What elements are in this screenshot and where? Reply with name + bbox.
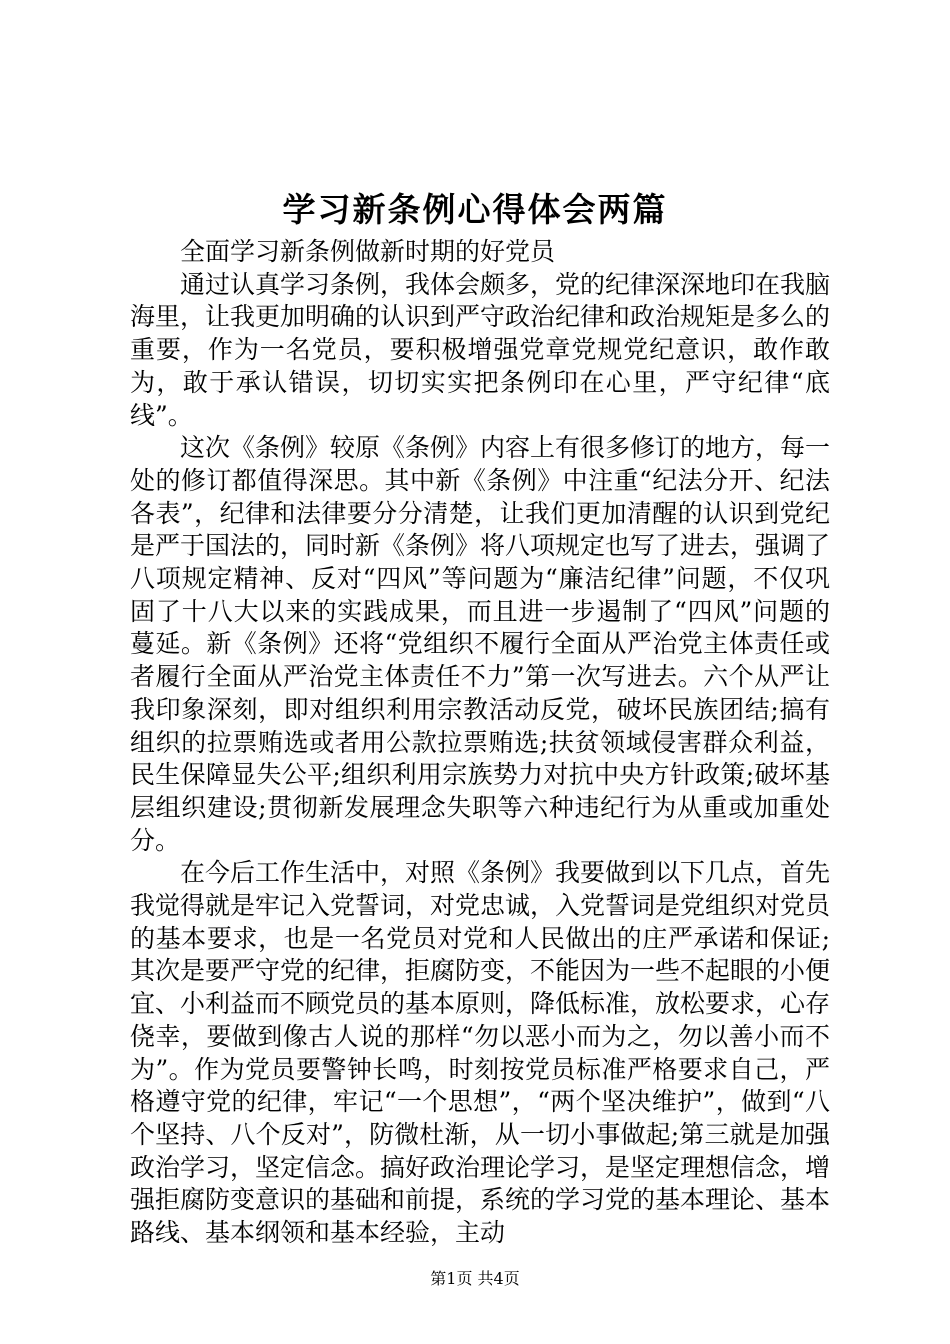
paragraph: 这次《条例》较原《条例》内容上有很多修订的地方，每一处的修订都值得深思。其中新《条例》中注重“纪法分开、纪法各表”，纪律和法律要分分清楚，让我们更加清醒的认识到党纪是严于国法的，同时新《条例》将八项规定也写了进去，强调了八项规定精神、反对“四风”等问题为“廉洁纪律”问题，不仅巩固了十八大以来的实践成果，而且进一步遏制了“四风”问题的蔓延。新《条例》还将“党组织不履行全面从严治党主体责任或者履行全面从严治党主体责任不力”第一次写进去。六个从严让我印象深刻，即对组织利用宗教活动反党，破坏民族团结;搞有组织的拉票贿选或者用公款拉票贿选;扶贫领域侵害群众利益，民生保障显失公平;组织利用宗族势力对抗中央方针政策;破坏基层组织建设;贯彻新发展理念失职等六种违纪行为从重或加重处分。 <box>130 433 831 855</box>
paragraph-subtitle: 全面学习新条例做新时期的好党员 <box>180 237 556 266</box>
document-title: 学习新条例心得体会两篇 <box>282 190 668 229</box>
paragraph: 在今后工作生活中，对照《条例》我要做到以下几点，首先我觉得就是牢记入党誓词，对党忠诚，入党誓词是党组织对党员的基本要求，也是一名党员对党和人民做出的庄严承诺和保证;其次是要严守党的纪律，拒腐防变，不能因为一些不起眼的小便宜、小利益而不顾党员的基本原则，降低标准，放松要求，心存侥幸，要做到像古人说的那样“勿以恶小而为之，勿以善小而不为”。作为党员要警钟长鸣，时刻按党员标准严格要求自己，严格遵守党的纪律，牢记“一个思想”，“两个坚决维护”，做到“八个坚持、八个反对”，防微杜渐，从一切小事做起;第三就是加强政治学习，坚定信念。搞好政治理论学习，是坚定理想信念，增强拒腐防变意识的基础和前提，系统的学习党的基本理论、基本路线、基本纲领和基本经验，主动 <box>130 858 831 1248</box>
paragraph: 通过认真学习条例，我体会颇多，党的纪律深深地印在我脑海里，让我更加明确的认识到严守政治纪律和政治规矩是多么的重要，作为一名党员，要积极增强党章党规党纪意识，敢作敢为，敢于承认错误，切切实实把条例印在心里，严守纪律“底线”。 <box>130 269 831 430</box>
document-body <box>130 236 830 1250</box>
page-footer: 第1页 共4页 <box>430 1269 520 1288</box>
